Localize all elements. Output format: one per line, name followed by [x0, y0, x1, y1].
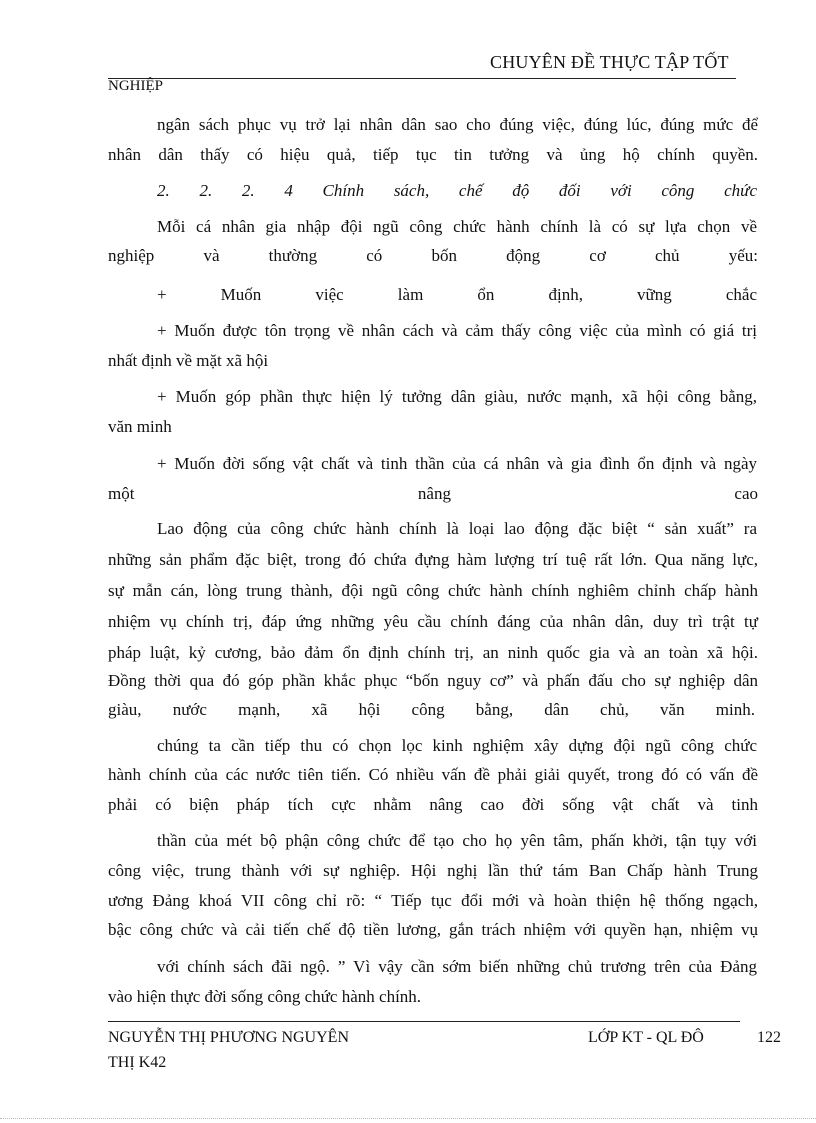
- text-line: + Muốn đời sống vật chất và tinh thần của cá nhân và gia đình ổn định và ngày: [157, 454, 757, 473]
- section-heading: 2. 2. 2. 4 Chính sách, chế độ đối với công chức: [157, 181, 757, 200]
- text-line: những sản phẩm đặc biệt, trong đó chứa đựng hàm lượng trí tuệ rất lớn. Qua năng lực,: [108, 550, 758, 569]
- text-line: + Muốn việc làm ổn định, vững chắc: [157, 285, 757, 304]
- text-line: + Muốn được tôn trọng về nhân cách và cảm thấy công việc của mình có giá trị: [157, 321, 757, 340]
- text-line: phải có biện pháp tích cực nhằm nâng cao đời sống vật chất và tinh: [108, 795, 758, 814]
- text-line: pháp luật, kỷ cương, bảo đảm ổn định chính trị, an ninh quốc gia và an toàn xã hội.: [108, 643, 758, 662]
- text-line: một nâng cao: [108, 484, 758, 503]
- page-number: 122: [757, 1029, 781, 1046]
- page-edge-divider: [0, 1118, 816, 1119]
- footer-author: NGUYỄN THỊ PHƯƠNG NGUYÊN: [108, 1029, 349, 1046]
- text-line: công việc, trung thành với sự nghiệp. Hội nghị lần thứ tám Ban Chấp hành Trung: [108, 861, 758, 880]
- footer-class: LỚP KT - QL ĐÔ: [588, 1029, 704, 1046]
- text-line: nghiệp và thường có bốn động cơ chủ yếu:: [108, 246, 758, 265]
- text-line: ương Đảng khoá VII công chỉ rõ: “ Tiếp tục đổi mới và hoàn thiện hệ thống ngạch,: [108, 891, 758, 910]
- text-line: bậc công chức và cải tiến chế độ tiền lương, gắn trách nhiệm với quyền hạn, nhiệm vụ: [108, 920, 758, 939]
- header-title-continuation: NGHIỆP: [108, 78, 163, 94]
- text-line: Đồng thời qua đó góp phần khắc phục “bốn nguy cơ” và phấn đấu cho sự nghiệp dân: [108, 671, 758, 690]
- text-line: giàu, nước mạnh, xã hội công bằng, dân chủ, văn minh.: [108, 700, 755, 719]
- text-line: ngân sách phục vụ trở lại nhân dân sao cho đúng việc, đúng lúc, đúng mức để: [157, 115, 758, 134]
- text-line: thần của mét bộ phận công chức để tạo cho họ yên tâm, phấn khởi, tận tụy với: [157, 831, 757, 850]
- footer-rule: [108, 1021, 740, 1022]
- text-line: văn minh: [108, 417, 172, 436]
- text-line: nhân dân thấy có hiệu quả, tiếp tục tin tưởng và ủng hộ chính quyền.: [108, 145, 758, 164]
- text-line: nhiệm vụ chính trị, đáp ứng những yêu cầu chính đáng của nhân dân, duy trì trật tự: [108, 612, 758, 631]
- text-line: Mỗi cá nhân gia nhập đội ngũ công chức hành chính là có sự lựa chọn về: [157, 217, 757, 236]
- header-title: CHUYÊN ĐỀ THỰC TẬP TỐT: [490, 52, 729, 72]
- text-line: chúng ta cần tiếp thu có chọn lọc kinh nghiệm xây dựng đội ngũ công chức: [157, 736, 757, 755]
- text-line: nhất định về mặt xã hội: [108, 351, 269, 370]
- text-line: sự mẫn cán, lòng trung thành, đội ngũ công chức hành chính nghiêm chỉnh chấp hành: [108, 581, 758, 600]
- text-line: vào hiện thực đời sống công chức hành chính.: [108, 987, 422, 1006]
- text-line: hành chính của các nước tiên tiến. Có nhiều vấn đề phải giải quyết, trong đó có vấn đề: [108, 765, 758, 784]
- text-line: với chính sách đãi ngộ. ” Vì vậy cần sớm biến những chủ trương trên của Đảng: [157, 957, 757, 976]
- footer-author-continuation: THỊ K42: [108, 1054, 167, 1071]
- header-rule: [108, 78, 736, 79]
- text-line: + Muốn góp phần thực hiện lý tưởng dân giàu, nước mạnh, xã hội công bằng,: [157, 387, 757, 406]
- text-line: Lao động của công chức hành chính là loại lao động đặc biệt “ sản xuất” ra: [157, 519, 757, 538]
